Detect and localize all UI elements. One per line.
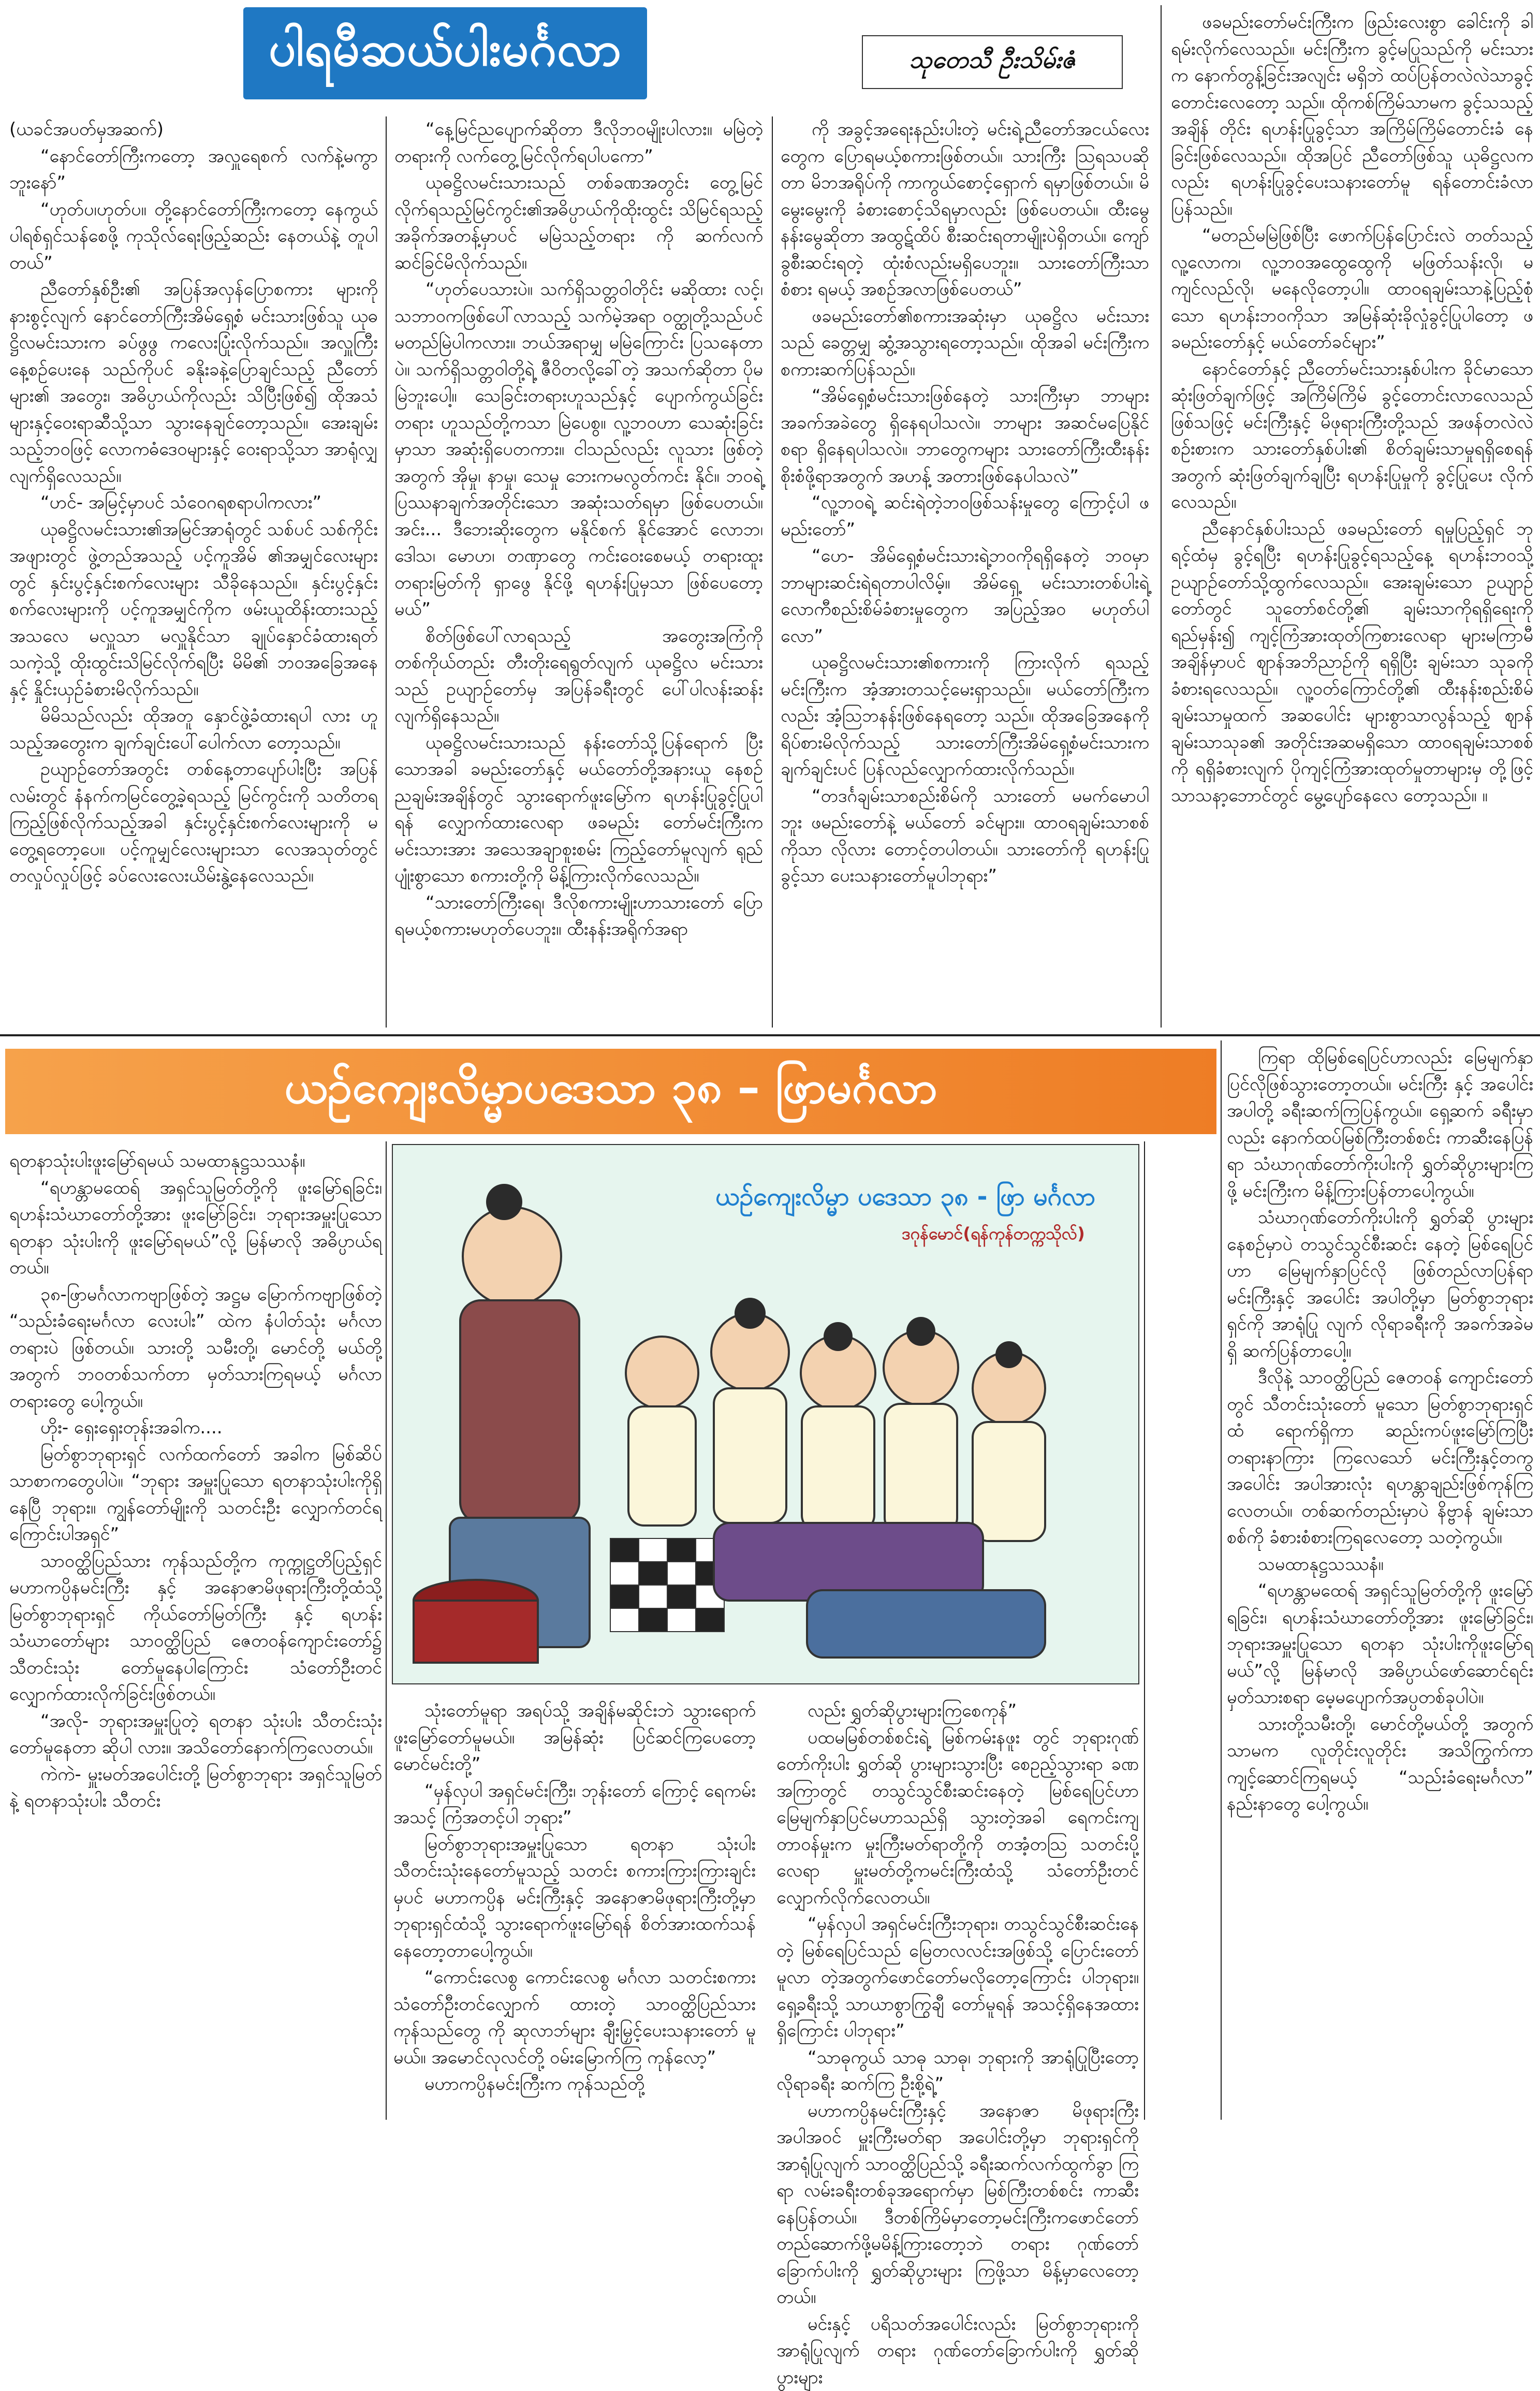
paragraph: ယုဓဋ္ဌိလမင်းသားသည် နန်းတော်သို့ပြန်ရောက် ပြီးသောအခါ ခမည်းတော်နှင့် မယ်တော်တို့အနားယူ နေစဉ် ညချမ်းအချိန်တွင် သွားရောက်ဖူးမြော်က ရဟန်းပြုခွင့်ပြုပါရန် လျှောက်ထားလေရာ ဖခမည်း တော်မင်းကြီးက မင်းသားအား အသေအချာစူးစမ်း ကြည့်တော်မူလျက် ရုည်ပျုံးစွာသော စကားတို့ကို မိန့်ကြားလိုက်လေသည်။ [394, 730, 763, 890]
paragraph: ပထမမြစ်တစ်စင်းရဲ့ မြစ်ကမ်းနဖူး တွင် ဘုရားဂုဏ်တော်ကိုးပါး ရွှတ်ဆို ပွားများသွားပြီး စေဥည့်သွားရာ ခဏ အကြာတွင် တသွင်သွင်စီးဆင်းနေတဲ့ မြစ်ရေပြင်ဟာ မြေမျက်နှာပြင်မဟာသည်ရှိ သွားတဲ့အခါ ရေကင်းကျ တာဝန်မှုးက မှုးကြီးမတ်ရာတို့ကို တအံ့တဩ သတင်းပို့ လေရာ မှူးမတ်တို့ကမင်းကြီးထံသို့ သံတော်ဦးတင် လျှောက်လိုက်လေတယ်။ [776, 1725, 1139, 1912]
paragraph: “မတည်မမြဲဖြစ်ပြီး ဖောက်ပြန်ပြောင်းလဲ တတ်သည့် လူ့လောက၊ လူ့ဘဝအထွေထွေကို မဖြတ်သန်းလို၊ မကျင်လည်လို၊ မနေလိုတော့ပါ။ ထာဝရချမ်းသာနဲ့ပြည့်စုံသော ရဟန်းဘဝကိုသာ အမြန်ဆုံးခိုလှုံခွင့်ပြုပါတော့ ဖခမည်းတော်နှင့် မယ်တော်ခင်များ” [1171, 223, 1533, 356]
paragraph: မဟာကပ္ပိနမင်းကြီးက ကုန်သည်တို့ [393, 2071, 756, 2098]
article1-title: ပါရမီဆယ်ပါးမင်္ဂလာ [269, 18, 622, 89]
paragraph: သာဝတ္ထိပြည်သား ကုန်သည်တို့က ကုက္ကုဋ္ဌတိပြည့်ရှင် မဟာကပ္ပိနမင်းကြီး နှင့် အနောဇာမိဖုရားကြီးတို့ထံသို့ မြတ်စွာဘုရားရှင် ကိုယ်တော်မြတ်ကြီး နှင့် ရဟန်းသံဃာတော်များ သာဝတ္ထိပြည် ဇေတဝန်ကျောင်းတော်၌ သီတင်းသုံး တော်မူနေပါကြောင်း သံတော်ဦးတင် လျှောက်ထားလိုက်ခြင်းဖြစ်တယ်။ [9, 1548, 382, 1708]
paragraph: “ရဟန္တာမထေရ် အရှင်သူမြတ်တို့ကို ဖူးမြော်ရခြင်း၊ ရဟန်းသံဃာတော်တို့အား ဖူးမြော်ခြင်း၊ ဘုရားအမှူးပြုသော ရတနာ သုံးပါးကို ဖူးမြော်ရမယ်”လို့ မြန်မာလို အဓိပ္ပာယ်ရတယ်။ [9, 1175, 382, 1282]
paragraph: “ရဟန္တာမထေရ် အရှင်သူမြတ်တို့ကို ဖူးမြော်ရခြင်း၊ ရဟန်းသံဃာတော်တို့အား ဖူးမြော်ခြင်း၊ ဘုရားအမှူးပြုသော ရတနာ သုံးပါးကိုဖူးမြော်ရမယ်”လို့ မြန်မာလို အဓိပ္ပာယ်ဖော်ဆောင်ရင်း မှတ်သားစရာ မေ့မပျောက်အပ္ပတစ်ခုပါပဲ။ [1227, 1578, 1533, 1711]
paragraph: “အလို- ဘုရားအမှူးပြုတဲ့ ရတနာ သုံးပါး သီတင်းသုံးတော်မူနေတာ ဆိုပါ လား။ အသိတော်နောက်ကြလေတယ်။ [9, 1708, 382, 1762]
article1-column-4 [1171, 9, 1533, 1028]
paragraph: မြတ်စွာဘုရားအမှူးပြုသော ရတနာ သုံးပါး သီတင်းသုံးနေတော်မူသည့် သတင်း စကားကြားကြားချင်းမှပင် မဟာကပ္ပိန မင်းကြီးနှင့် အနောဇာမိဖုရားကြီးတို့မှာ ဘုရားရှင်ထံသို့ သွားရောက်ဖူးမြော်ရန် စိတ်အားထက်သန်နေတော့တာပေါ့ကွယ်။ [393, 1831, 756, 1965]
article2-title: ယဉ်ကျေးလိမ္မာပဒေသာ ၃၈ – ဖြာမင်္ဂလာ [284, 1059, 937, 1124]
paragraph: “ဟေ- အိမ်ရှေ့စံမင်းသားရဲ့ဘဝကိုရရှိနေတဲ့ ဘဝမှာ ဘာများဆင်းရဲရတာပါလိမ့်။ အိမ်ရှေ့ မင်းသားတစ်ပါးရဲ့ လောကီစည်းစိမ်ခံစားမှုတွေက အပြည့်အဝ မဟုတ်ပါလော” [781, 543, 1149, 650]
illustration-title: ယဉ်ကျေးလိမ္မာ ပဒေသာ ၃၈ - ဖြာ မင်္ဂလာ [683, 1181, 1128, 1217]
article1-vertical-rule-2 [772, 116, 773, 1028]
article2-vertical-rule-1 [386, 1141, 387, 2120]
paragraph: “နောင်တော်ကြီးကတော့ အလှူရေစက် လက်နဲ့မကွာဘူးနော်” [9, 143, 378, 197]
article2-vertical-rule-3 [1221, 1040, 1222, 2120]
article2-column-2 [393, 1698, 756, 2121]
paragraph: “တဒင်္ဂချမ်းသာစည်းစိမ်ကို သားတော် မမက်မောပါဘူး ဖမည်းတော်နဲ့ မယ်တော် ခင်များ။ ထာဝရချမ်းသာစစ်ကိုသာ လိုလား တောင့်တပါတယ်။ သားတော်ကို ရဟန်းပြုခွင့်သာ ပေးသနားတော်မူပါဘုရား” [781, 783, 1149, 890]
paragraph: ကို အခွင့်အရေးနည်းပါးတဲ့ မင်းရဲ့ညီတော်အငယ်လေး တွေက ပြောရမယ့်စကားဖြစ်တယ်။ သားကြီး ဩရသပဆိုတာ မိဘအရိုပ်ကို ကာကွယ်စောင့်ရှောက် ရမှာဖြစ်တယ်။ မိမွေးမွေးကို ခံစားစောင့်သိရမှာလည်း ဖြစ်ပေတယ်။ ထီးမွေနန်းမွေဆိုတာ အထွဋ်ထိပ် စီးဆင်းရတာမျိုးပဲရှိတယ်။ ကျော်ခွစီးဆင်းရတဲ့ ထုံးစံလည်းမရှိပေဘူး။ သားတော်ကြီးသာ စံစား ရမယ့် အစဉ်အလာဖြစ်ပေတယ်” [781, 116, 1149, 303]
paragraph: စိတ်ဖြစ်ပေါ်လာရသည့် အတွေးအကြံကို တစ်ကိုယ်တည်း တီးတိုးရေရွတ်လျက် ယုဓဋ္ဌိလ မင်းသားသည် ဥယျာဉ်တော်မှ အပြန်ခရီးတွင် ပေါ်ပါလန်းဆန်းလျက်ရှိနေသည်။ [394, 623, 763, 730]
paragraph: မဟာကပ္ပိနမင်းကြီးနှင့် အနောဇာ မိဖုရားကြီးအပါအဝင် မှူးကြီးမတ်ရာ အပေါင်းတို့မှာ ဘုရားရှင်ကို အာရုံပြုလျက် သာဝတ္ထိပြည်သို့ ခရီးဆက်လက်ထွက်ခွာ ကြရာ လမ်းခရီးတစ်ခုအရောက်မှာ မြစ်ကြီးတစ်စင်း ကာဆီးနေပြန်တယ်။ ဒီတစ်ကြိမ်မှာတော့မင်းကြီးကဖောင်တော် တည်ဆောက်ဖို့မမိန့်ကြားတော့ဘဲ တရား ဂုဏ်တော်ခြောက်ပါးကို ရွှတ်ဆိုပွားများ ကြဖို့သာ မိန့်မှာလေတော့တယ်။ [776, 2098, 1139, 2311]
article1-column-3 [781, 116, 1149, 1028]
paragraph: “ကောင်းလေစွ ကောင်းလေစွ မင်္ဂလာ သတင်းစကား သံတော်ဦးတင်လျှောက် ထားတဲ့ သာဝတ္ထိပြည်သား ကုန်သည်တွေ ကို ဆုလာဘ်များ ချီးမြှင့်ပေးသနားတော် မူမယ်။ အမောင်လုလင်တို့ ဝမ်းမြောက်ကြ ကုန်လော့” [393, 1964, 756, 2071]
paragraph: ဖခမည်းတော်မင်းကြီးက ဖြည်းလေးစွာ ခေါင်းကို ခါရမ်းလိုက်လေသည်။ မင်းကြီးက ခွင့်မပြုသည်ကို မင်းသားက နောက်တွန့်ခြင်းအလျင်း မရှိဘဲ ထပ်ပြန်တလဲလဲသာခွင့်တောင်းလေတော့ သည်။ ထိုကစ်ကြိမ်သာမက ခွင့်သသည့်အချိန် တိုင်း ရဟန်းပြုခွင့်သာ အကြိမ်ကြိမ်တောင်းခံ နေခြင်းဖြစ်လေသည်။ ထိုအပြင် ညီတော်ဖြစ်သူ ယုဓိဋ္ဌလကလည်း ရဟန်းပြုခွင့်ပေးသနားတော်မူ ရန်တောင်းခံလာပြန်သည်။ [1171, 9, 1533, 223]
paragraph: ယုဓဋ္ဌိလမင်းသားသည် တစ်ခဏအတွင်း တွေ့မြင်လိုက်ရသည့်မြင်ကွင်း၏အဓိပ္ပာယ်ကိုထိုးထွင်း သိမြင်ရသည့် အခိုက်အတန့်မှာပင် မမြဲသည့်တရား ကို ဆက်လက်ဆင်ခြင်မိလိုက်သည်။ [394, 170, 763, 276]
paragraph: သမထာနုဋ္ဌသဿနံ။ [1227, 1551, 1533, 1578]
article1-column-2 [394, 116, 763, 1028]
paragraph: ဖခမည်းတော်၏စကားအဆုံးမှာ ယုဓဋ္ဌိလ မင်းသားသည် ခေတ္တမျှ ဆွံ့အသွားရတော့သည်။ ထိုအခါ မင်းကြီးက စကားဆက်ပြန်သည်။ [781, 303, 1149, 384]
article1-author-box [862, 35, 1123, 89]
paragraph: ညီတော်နှစ်ဦး၏ အပြန်အလှန်ပြောစကား များကိုနားစွင့်လျက် နောင်တော်ကြီးအိမ်ရှေ့စံ မင်းသားဖြစ်သူ ယုဓဋ္ဌိလမင်းသားက ခပ်ဖွဖွ ကလေးပြုံးလိုက်သည်။ အလှူကြီးနေ့စဉ်ပေးနေ သည်ကိုပင် ခနိုးခနဲ့ပြောချင်သည့် ညီတော်များ၏ အတွေး၊ အဓိပ္ပာယ်ကိုလည်း သိပြီးဖြစ်၍ ထိုအသံ များနှင့်ဝေးရာဆီသို့သာ သွားနေချင်တော့သည်။ အေးချမ်းသည့်ဘဝဖြင့် လောကဓံဒေဝများနှင့် ဝေးရာသို့သာ အာရုံလျှလျက်ရှိလေသည်။ [9, 276, 378, 490]
article2-title-banner [5, 1049, 1216, 1134]
paragraph: “မှန်လှပါ အရှင်မင်းကြီး၊ ဘုန်းတော် ကြောင့် ရေကမ်းအသင့် ကြံအတင့်ပါ ဘုရား” [393, 1778, 756, 1831]
paragraph: “အိမ်ရှေ့စံမင်းသားဖြစ်နေတဲ့ သားကြီးမှာ ဘာများအခက်အခဲတွေ ရှိနေရပါသလဲ။ ဘာများ အဆင်မပြေနိုင်စရာ ရှိနေရပါသလဲ။ ဘာတွေကများ သားတော်ကြီးထီးနန်းစိုးစံဖို့ရာအတွက် အဟန့် အတားဖြစ်နေပါသလဲ” [781, 383, 1149, 490]
article2-vertical-rule-2 [1144, 1141, 1145, 2120]
illustration-credit: ဒဂုန်မောင်(ရန်ကုန်တက္ကသိုလ်) [859, 1223, 1128, 1248]
paragraph: (ယခင်အပတ်မှအဆက်) [9, 116, 378, 143]
article2-column-1 [9, 1148, 382, 2121]
paragraph: ယုဓဋ္ဌိလမင်းသား၏အမြင်အာရုံတွင် သစ်ပင် သစ်ကိုင်းအဖျားတွင် ဖွဲ့တည်အသည့် ပင့်ကူအိမ် ၏အမျှင်လေးများတွင် နှင်းပွင့်နှင်းစက်လေးများ သီခိုနေသည်။ နှင်းပွင့်နှင်းစက်လေးများကို ပင့်ကူအမျှင်ကိုက ဖမ်းယူထိန်းထားသည့်အသလေ မလှူသာ မလှူနိုင်သာ ချုပ်နှောင်ခံထားရတ်သကဲ့သို့ ထိုးထွင်းသိမြင်လိုက်ရပြီး မိမိ၏ ဘဝအခြေအနေ နှင့် နှိုင်းယှဉ်ခံစားမိလိုက်သည်။ [9, 517, 378, 703]
paragraph: ညီနောင်နှစ်ပါးသည် ဖခမည်းတော် ရမှုပြည့်ရှင် ဘုရင့်ထံမှ ခွင့်ရပြီး ရဟန်းပြုခွင့်ရသည့်နေ့ ရဟန်းဘဝသို့ ဥယျာဉ်တော်သို့ထွက်လေသည်။ အေးချမ်းသော ဥယျာဉ်တော်တွင် သူတော်စင်တို့၏ ချမ်းသာကိုရရှိရေးကိုရည်မှန်း၍ ကျင့်ကြံအားထုတ်ကြစားလေရာ များမကြာမီ အချိန်မှာပင် ဈာန်အဘိညာဉ်ကို ရရှိပြီး ချမ်းသာ သုခကိုခံစားရလေသည်။ လူ့ဝတ်ကြောင်တို့၏ ထီးနန်းစည်းစိမ်ချမ်းသာမှုထက် အဆပေါင်း များစွာသာလွန်သည့် ဈာန်ချမ်းသာသုခ၏ အတိုင်းအဆမရှိသော ထာဝရချမ်းသာစစ်ကို ရရှိခံစားလျက် ပိုကျင့်ကြံအားထုတ်မှုတာများမှ တို့ဖြင့် သာသနာ့ဘောင်တွင် မွေ့ပျော်နေလေ တော့သည်။ ။ [1171, 516, 1533, 810]
paragraph: သားတို့သမီးတို့၊ မောင်တို့မယ်တို့ အတွက်သာမက လူတိုင်းလူတိုင်း အသိကြွက်ကာ ကျင့်ဆောင်ကြရမယ့် “သည်းခံရေးမင်္ဂလာ” နည်းနာတွေ ပေါ့ကွယ်။ [1227, 1711, 1533, 1818]
paragraph: “နေ့မြင်ညပျောက်ဆိုတာ ဒီလိုဘဝမျိုးပါလား။ မမြဲတဲ့တရားကို လက်တွေ့မြင်လိုက်ရပါပကော” [394, 116, 763, 170]
paragraph: လည်း ရွှတ်ဆိုပွားများကြစေကုန်” [776, 1698, 1139, 1725]
paragraph: “မှန်လှပါ အရှင်မင်းကြီးဘုရား၊ တသွင်သွင်စီးဆင်းနေတဲ့ မြစ်ရေပြင်သည် မြေတလလင်းအဖြစ်သို့ ပြောင်းတော်မူလာ တဲ့အတွက်ဖောင်တော်မလိုတော့ကြောင်း ပါဘုရား။ ရှေ့ခရီးသို့ သာယာစွာကြွချီ တော်မူရန် အသင့်ရှိနေအထားရှိကြောင်း ပါဘုရား” [776, 1911, 1139, 2045]
paragraph: သံဃာဂုဏ်တော်ကိုးပါးကို ရွှတ်ဆို ပွားများနေစဉ်မှာပဲ တသွင်သွင်စီးဆင်း နေတဲ့ မြစ်ရေပြင်ဟာ မြေမျက်နှာပြင်လို ဖြစ်တည်လာပြန်ရာ မင်းကြီးနှင့် အပေါင်း အပါတို့မှာ မြတ်စွာဘုရားရှင်ကို အာရုံပြု လျက် လိုရာခရီးကို အခက်အခဲမရှိ ဆက်ပြန်တာပေါ့။ [1227, 1205, 1533, 1365]
article1-vertical-rule-3 [1161, 5, 1162, 1028]
paragraph: ယုဓဋ္ဌိလမင်းသား၏စကားကို ကြားလိုက် ရသည့် မင်းကြီးက အံ့အားတသင့်မေးရှာသည်။ မယ်တော်ကြီးကလည်း အံ့ဩဘနန်းဖြစ်နေရတော့ သည်။ ထိုအခြေအနေကို ရိပ်စားမိလိုက်သည့် သားတော်ကြီးအိမ်ရှေ့စံမင်းသားက ချက်ချင်းပင် ပြန်လည်လျှောက်ထားလိုက်သည်။ [781, 650, 1149, 783]
paragraph: ဒီလိုနဲ့ သာဝတ္ထိပြည် ဇေတဝန် ကျောင်းတော်တွင် သီတင်းသုံးတော် မူသော မြတ်စွာဘုရားရှင်ထံ ရောက်ရှိကာ ဆည်းကပ်ဖူးမြော်ကြပြီး တရားနာကြား ကြလေသော် မင်းကြီးနှင့်တကွ အပေါင်း အပါအားလုံး ရဟန္တာချည်းဖြစ်ကုန်ကြ လေတယ်။ တစ်ဆက်တည်းမှာပဲ နိဗ္ဗာန် ချမ်းသာစစ်ကို ခံစားစံစားကြရလေတော့ သတဲ့ကွယ်။ [1227, 1365, 1533, 1551]
paragraph: မိမိသည်လည်း ထိုအတူ နှောင်ဖွဲ့ခံထားရပါ လား ဟူသည့်အတွေးက ချက်ချင်းပေါ်ပေါက်လာ တော့သည်။ [9, 703, 378, 756]
story-illustration [392, 1144, 1139, 1684]
section-separator [0, 1034, 1540, 1036]
paragraph: မင်းနှင့် ပရိသတ်အပေါင်းလည်း မြတ်စွာဘုရားကိုအာရုံပြုလျက် တရား ဂုဏ်တော်ခြောက်ပါးကို ရွှတ်ဆိုပွားများ [776, 2311, 1139, 2391]
paragraph: “ဟုတ်ပေသားပဲ။ သက်ရှိသတ္တဝါတိုင်း မဆိုထား လင့်၊ သဘာဝကဖြစ်ပေါ်လာသည့် သက်မဲ့အရာ ဝတ္ထုတို့သည်ပင် မတည်မြဲပါကလား။ ဘယ်အရာမျှ မမြဲကြောင်း ပြသနေတာပဲ။ သက်ရှိသတ္တဝါတို့ရဲ့ ဇီဝိတလို့ခေါ်တဲ့ အသက်ဆိုတာ ပိုမမြဲဘူးပေါ့။ သေခြင်းတရားဟူသည်နှင့် ပျောက်ကွယ်ခြင်းတရား ဟူသည်တို့ကသာ မြဲပေစွ။ လူ့ဘဝဟာ သေဆုံးခြင်း မှာသာ အဆုံးရှိပေတကား။ ငါသည်လည်း လူသား ဖြစ်တဲ့အတွက် အိုမှု၊ နာမှု၊ သေမှု ဘေးကမလွတ်ကင်း နိုင်။ ဘဝရဲ့ပြဿနာချက်အတိုင်းသော အဆုံးသတ်ရမှာ ဖြစ်ပေတယ်။ အင်း... ဒီဘေးဆိုးတွေက မနိုင်စက် နိုင်အောင် လောဘ၊ ဒေါသ၊ မောဟ၊ တဏှာတွေ ကင်းဝေးစေမယ့် တရားထူးတရားမြတ်ကို ရှာဖွေ နိုင်ဖို့ ရဟန်းပြုမှသာ ဖြစ်ပေတော့မယ်” [394, 276, 763, 623]
article1-author: သုတေသီ ဦးသိမ်းဇံ [909, 45, 1076, 80]
paragraph: ရတနာသုံးပါးဖူးမြော်ရမယ် သမထာနုဋ္ဌသဿနံ။ [9, 1148, 382, 1175]
paragraph: “ဟုတ်ပ၊ဟုတ်ပ။ တို့နောင်တော်ကြီးကတော့ နေကွယ်ပါရစ်ရှင်သန်စေဖို့ ကုသိုလ်ရေးဖြည့်ဆည်း နေတယ်နဲ့ တူပါတယ်” [9, 197, 378, 277]
article1-column-1 [9, 116, 378, 1028]
article2-column-3 [776, 1698, 1139, 2121]
paragraph: “သားတော်ကြီးရေ၊ ဒီလိုစကားမျိုးဟာသားတော် ပြောရမယ့်စကားမဟုတ်ပေဘူး။ ထီးနန်းအရိုက်အရာ [394, 890, 763, 943]
paragraph: နောင်တော်နှင့် ညီတော်မင်းသားနှစ်ပါးက ခိုင်မာသော ဆုံးဖြတ်ချက်ဖြင့် အကြိမ်ကြိမ် ခွင့်တောင်းလာလေသည်ဖြစ်သဖြင့် မင်းကြီးနှင့် မိဖုရားကြီးတို့သည် အဖန်တလဲလဲစဉ်းစားက သားတော်နှစ်ပါး၏ စိတ်ချမ်းသာမှုရရှိစေရန်အတွက် ဆုံးဖြတ်ချက်ချပြီး ရဟန်းပြုမှုကို ခွင့်ပြုပေး လိုက်လေသည်။ [1171, 356, 1533, 516]
paragraph: သုံးတော်မူရာ အရပ်သို့ အချိန်မဆိုင်းဘဲ သွားရောက်ဖူးမြော်တော်မူမယ်။ အမြန်ဆုံး ပြင်ဆင်ကြပေတော့ မောင်မင်းတို့” [393, 1698, 756, 1778]
paragraph: ကြရာ ထိုမြစ်ရေပြင်ဟာလည်း မြေမျက်နှာ ပြင်လိုဖြစ်သွားတော့တယ်။ မင်းကြီး နှင့် အပေါင်းအပါတို့ ခရီးဆက်ကြပြန်ကွယ်။ ရှေ့ဆက် ခရီးမှာလည်း နောက်ထပ်မြစ်ကြီးတစ်စင်း ကာဆီးနေပြန်ရာ သံဃာဂုဏ်တော်ကိုးပါးကို ရွှတ်ဆိုပွားများကြဖို့ မင်းကြီးက မိန့်ကြားပြန်တာပေါ့ကွယ်။ [1227, 1045, 1533, 1205]
article1-title-banner [243, 7, 647, 99]
paragraph: ဟိုး- ရှေးရှေးတုန်းအခါက.... [9, 1415, 382, 1442]
paragraph: “သာဓုကွယ် သာဓု သာဓု၊ ဘုရားကို အာရုံပြုပြီးတော့ လိုရာခရီး ဆက်ကြ ဦးစို့ရဲ့” [776, 2045, 1139, 2098]
paragraph: ကဲကဲ- မှူးမတ်အပေါင်းတို့ မြတ်စွာဘုရား အရှင်သူမြတ်နဲ့ ရတနာသုံးပါး သီတင်း [9, 1762, 382, 1815]
paragraph: မြတ်စွာဘုရားရှင် လက်ထက်တော် အခါက မြစ်ဆိပ်သာစာကတွေပါပဲ။ “ဘုရား အမှူးပြုသော ရတနာသုံးပါးကိုရှိနေပြီ ဘုရား။ ကျွန်တော်မျိုးကို သတင်းဦး လျှောက်တင်ရကြောင်းပါအရှင်” [9, 1442, 382, 1548]
paragraph: “လူ့ဘဝရဲ့ ဆင်းရဲတဲ့ဘဝဖြစ်သန်းမှုတွေ ကြောင့်ပါ ဖမည်းတော်” [781, 490, 1149, 543]
paragraph: “ဟင်- အမြင့်မှာပင် သံဝေဂရစရာပါကလား” [9, 490, 378, 517]
article1-header [0, 4, 1160, 102]
paragraph: ဥယျာဉ်တော်အတွင်း တစ်နေ့တာပျော်ပါးပြီး အပြန်လမ်းတွင် နံနက်ကမြင်တွေ့ခဲ့ရသည့် မြင်ကွင်းကို သတိတရကြည့်ဖြစ်လိုက်သည့်အခါ နှင်းပွင့်နှင်းစက်လေးများကို မတွေ့ရတော့ပေ။ ပင့်ကူမျှင်လေးများသာ လေအသုတ်တွင် တလှုပ်လှုပ်ဖြင့် ခပ်လေးလေးယိမ်းနွဲ့နေလေသည်။ [9, 756, 378, 890]
article2-column-4 [1227, 1045, 1533, 2121]
paragraph: ၃၈-ဖြာမင်္ဂလာကဗျာဖြစ်တဲ့ အဋ္ဌမ မြောက်ကဗျာဖြစ်တဲ့ “သည်းခံရေးမင်္ဂလာ လေးပါး” ထဲက နံပါတ်သုံး မင်္ဂလာတရားပဲ ဖြစ်တယ်။ သားတို့ သမီးတို့၊ မောင်တို့ မယ်တို့အတွက် ဘဝတစ်သက်တာ မှတ်သားကြရမယ့် မင်္ဂလာတရားတွေ ပေါ့ကွယ်။ [9, 1282, 382, 1415]
article1-vertical-rule-1 [386, 116, 387, 1028]
